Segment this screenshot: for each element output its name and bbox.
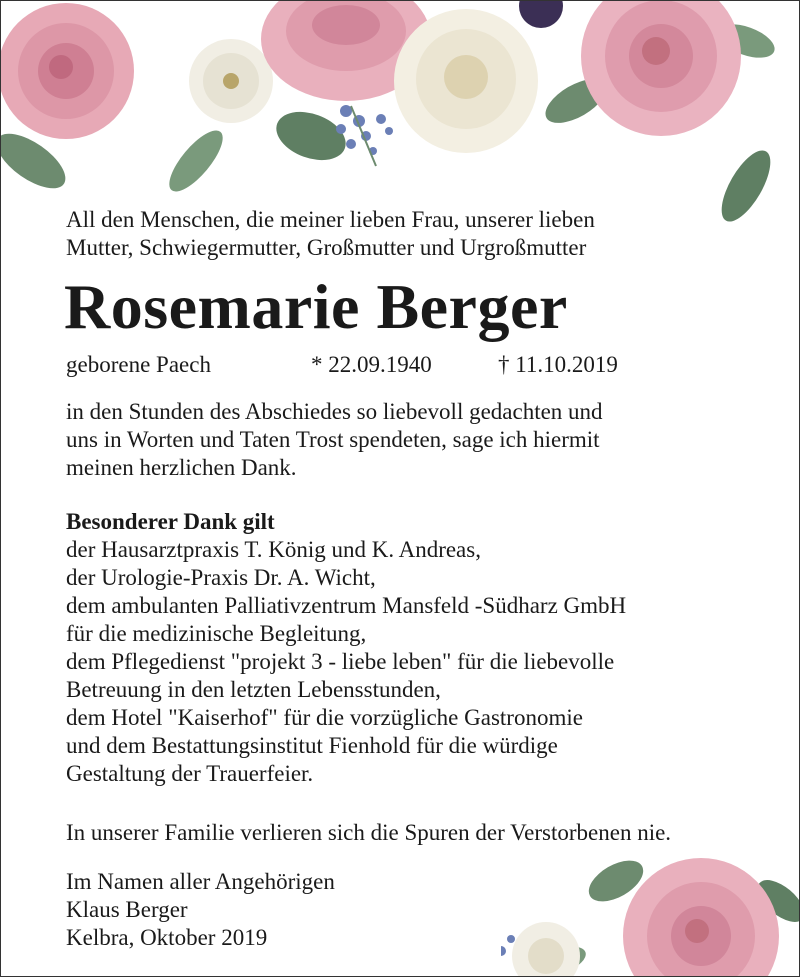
special-thanks [66,508,626,788]
special-thanks-line: Gestaltung der Trauerfeier. [66,761,314,786]
signature-block [66,868,335,952]
birth-name: geborene Paech [66,352,211,377]
leaf [161,123,231,199]
birth-date: * 22.09.1940 [311,352,432,377]
special-thanks-line: und dem Bestattungsinstitut Fienhold für die würdige [66,733,558,758]
closing-sentence: In unserer Familie verlieren sich die Spuren der Verstorbenen nie. [66,820,672,845]
thanks-line: in den Stunden des Abschiedes so liebevoll gedachten und [66,399,603,424]
special-thanks-line: für die medizinische Begleitung, [66,621,367,646]
deceased-name: Rosemarie Berger [64,271,568,342]
special-thanks-line: dem Hotel "Kaiserhof" für die vorzügliche Gastronomie [66,705,583,730]
floral-border-top [1,1,800,231]
intro-line: All den Menschen, die meiner lieben Frau, unserer lieben [66,207,595,232]
leaf [712,143,780,228]
thanks-line: meinen herzlichen Dank. [66,455,297,480]
floral-border-bottom [501,841,800,977]
special-thanks-line: der Hausarztpraxis T. König und K. Andreas, [66,537,481,562]
special-thanks-line: dem Pflegedienst "projekt 3 - liebe leben" für die liebevolle [66,649,615,674]
signature-line: Im Namen aller Angehörigen [66,869,335,894]
intro-line: Mutter, Schwiegermutter, Großmutter und Urgroßmutter [66,235,587,260]
thanks-line: uns in Worten und Taten Trost spendeten, sage ich hiermit [66,427,600,452]
signature-place-date: Kelbra, Oktober 2019 [66,925,268,950]
pansy [519,1,563,28]
special-thanks-line: der Urologie-Praxis Dr. A. Wicht, [66,565,376,590]
signature-name: Klaus Berger [66,897,188,922]
special-thanks-title: Besonderer Dank gilt [66,509,275,534]
intro-text [66,206,595,262]
leaf [270,103,353,169]
death-date: † 11.10.2019 [498,352,618,377]
special-thanks-line: Betreuung in den letzten Lebensstunden, [66,677,441,702]
thanks-text [66,398,603,482]
special-thanks-line: dem ambulanten Palliativzentrum Mansfeld -Südharz GmbH [66,593,627,618]
